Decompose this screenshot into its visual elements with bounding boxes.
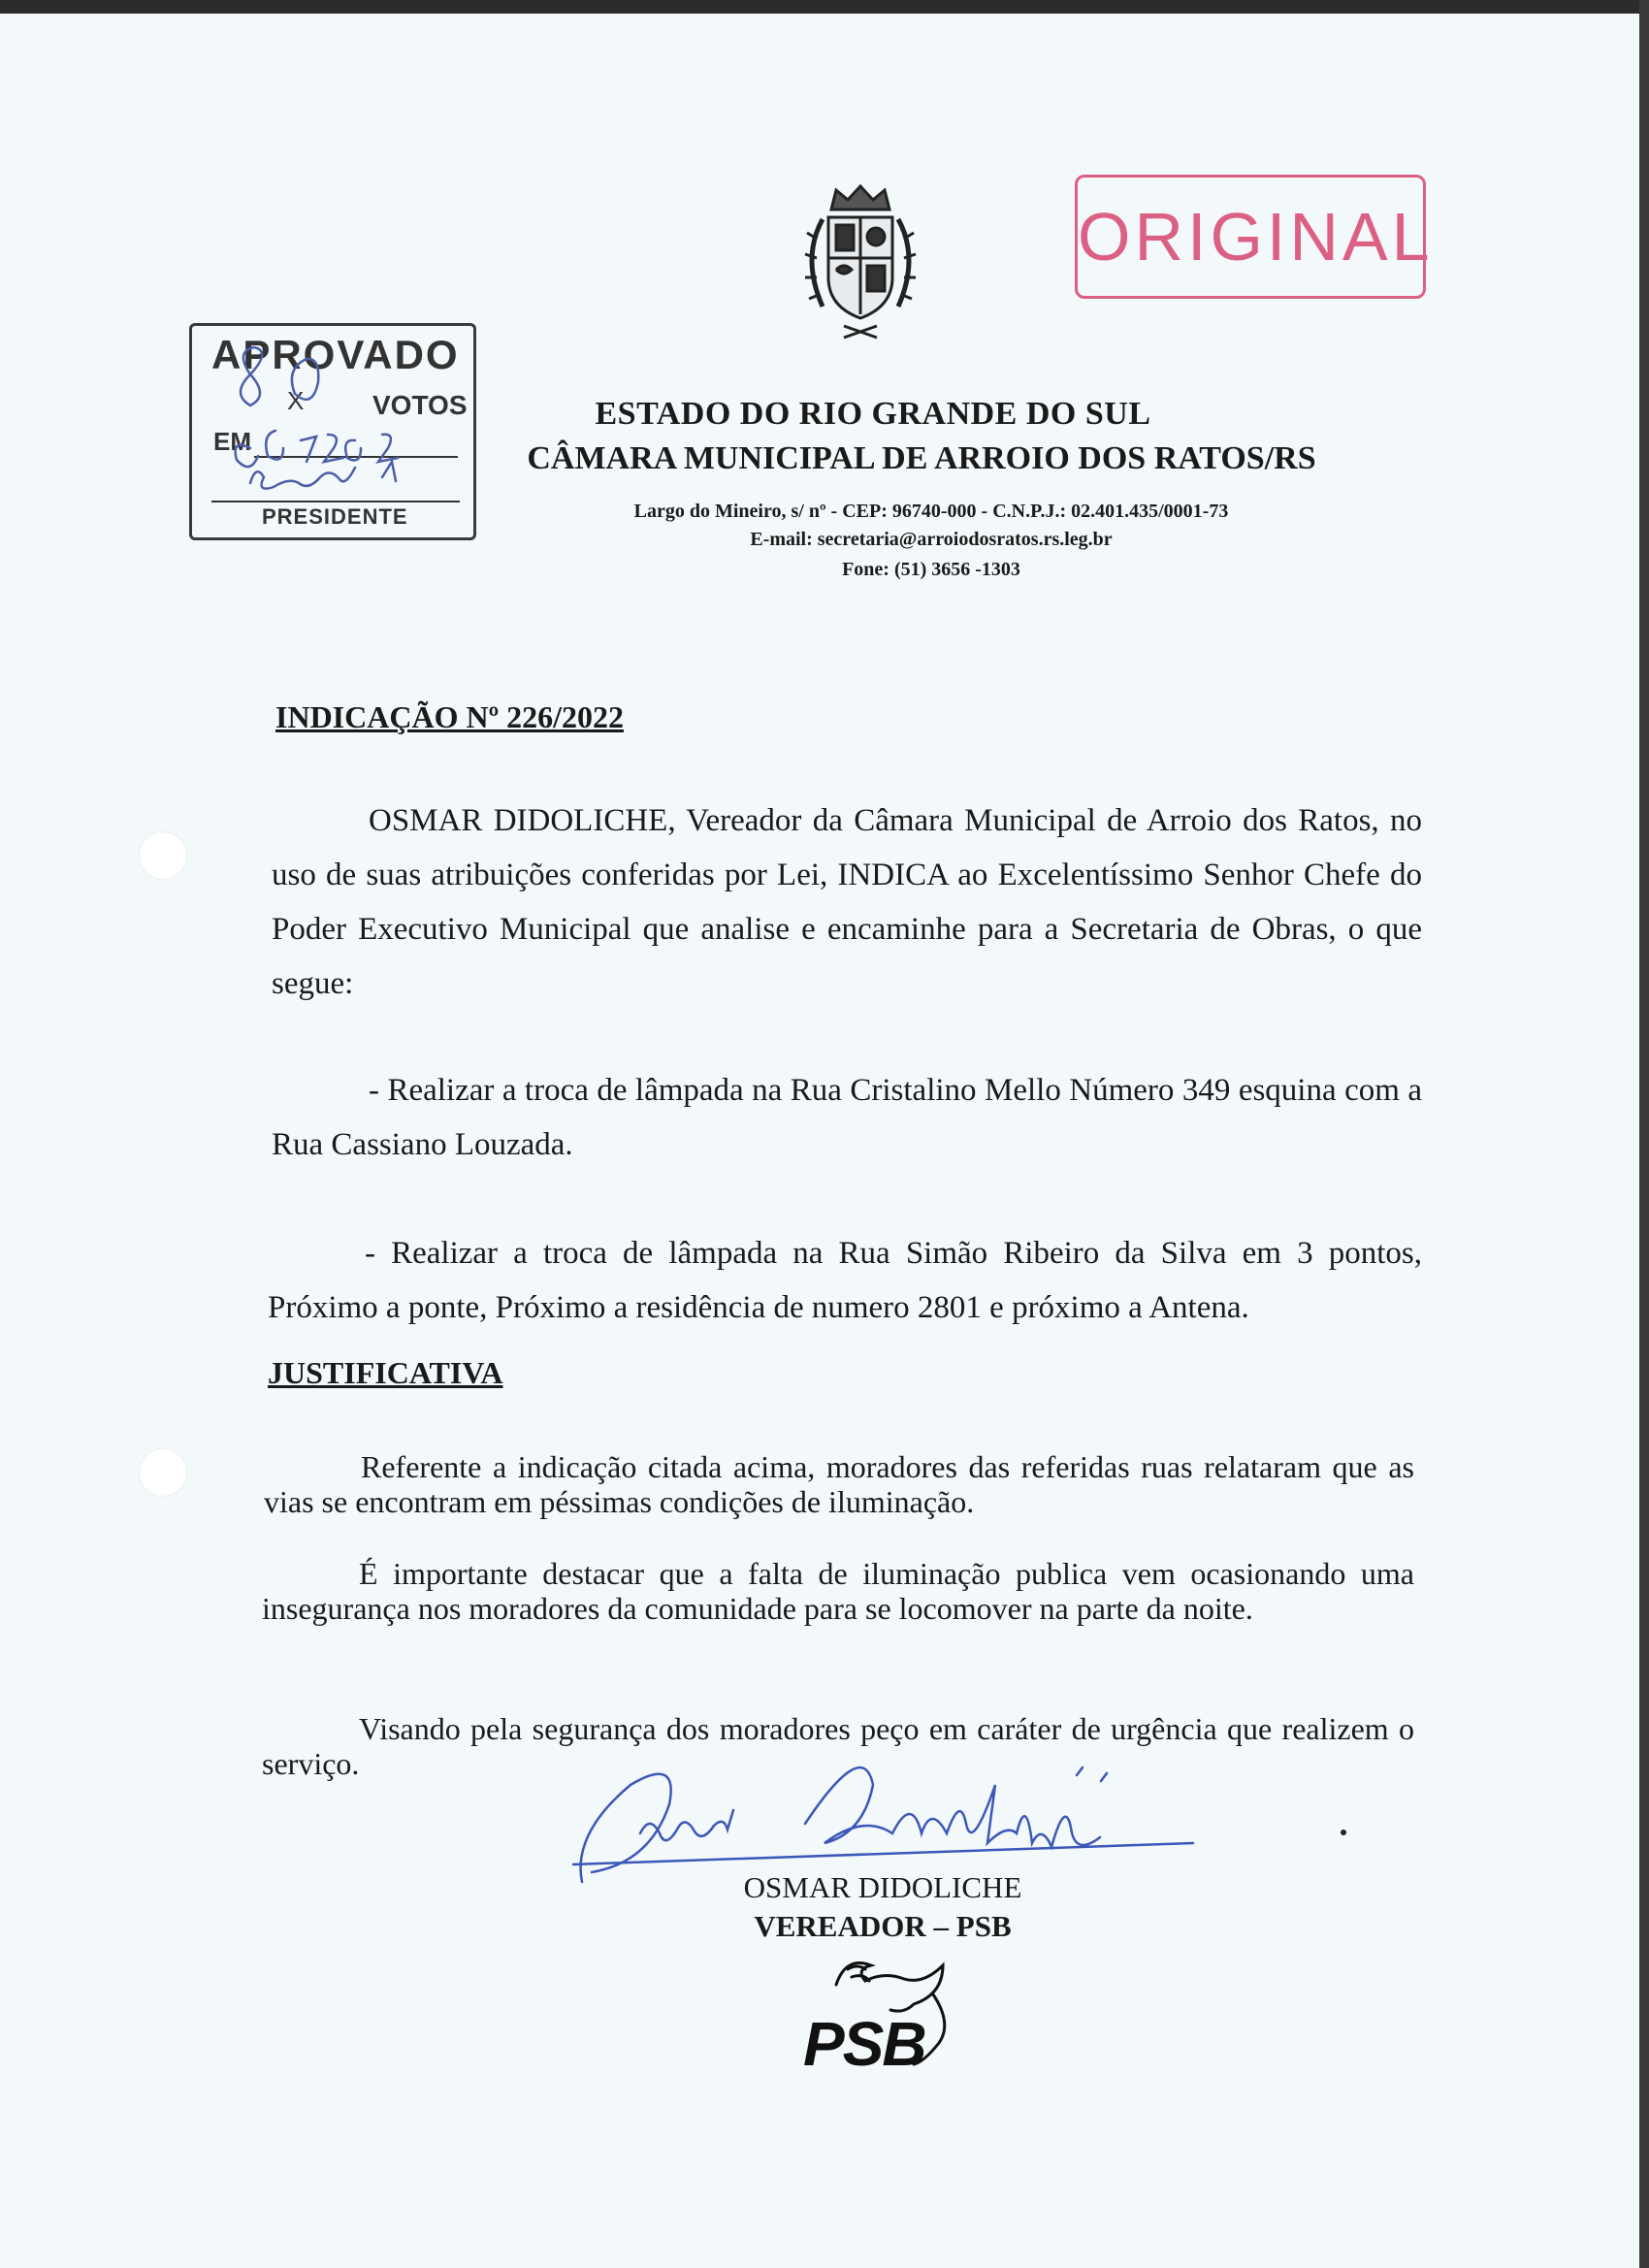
- ink-dot: [1341, 1830, 1346, 1835]
- psb-logo-text: PSB: [803, 2009, 925, 2079]
- request-item-2: - Realizar a troca de lâmpada na Rua Simão Ribeiro da Silva em 3 pontos, Próximo a ponte, Próximo a residência de numero 2801 e próximo a Antena.: [268, 1236, 1422, 1325]
- approval-stamp-x: X: [287, 386, 305, 415]
- municipal-coat-of-arms-icon: [788, 180, 933, 345]
- justification-paragraph-1: Referente a indicação citada acima, moradores das referidas ruas relataram que as vias se encontram em péssimas condições de iluminação.: [264, 1449, 1414, 1519]
- punch-hole: [139, 831, 187, 880]
- request-item-1: - Realizar a troca de lâmpada na Rua Cristalino Mello Número 349 esquina com a Rua Cassiano Louzada.: [272, 1073, 1422, 1162]
- approval-stamp-date-label: EM: [213, 427, 251, 456]
- header-phone: Fone: (51) 3656 -1303: [842, 559, 1020, 580]
- scan-edge-right: [1639, 0, 1649, 2268]
- header-chamber: CÂMARA MUNICIPAL DE ARROIO DOS RATOS/RS: [527, 440, 1316, 476]
- justification-paragraph-3: Visando pela segurança dos moradores peço em caráter de urgência que realizem o serviço.: [262, 1711, 1414, 1781]
- approval-stamp-title: APROVADO: [211, 332, 460, 377]
- approval-stamp-president-label: PRESIDENTE: [262, 504, 408, 529]
- approval-stamp-votes-label: VOTOS: [372, 390, 468, 420]
- punch-hole: [139, 1448, 187, 1497]
- signer-role: VEREADOR – PSB: [754, 1909, 1012, 1943]
- header-state: ESTADO DO RIO GRANDE DO SUL: [595, 396, 1151, 432]
- header-email: E-mail: secretaria@arroiodosratos.rs.leg.br: [750, 529, 1113, 550]
- document-title: INDICAÇÃO Nº 226/2022: [275, 699, 625, 734]
- justification-title: JUSTIFICATIVA: [268, 1355, 503, 1390]
- intro-paragraph: OSMAR DIDOLICHE, Vereador da Câmara Municipal de Arroio dos Ratos, no uso de suas atribuições conferidas por Lei, INDICA ao Excelentíssimo Senhor Chefe do Poder Executivo Municipal que analise e encaminhe para a Secretaria de Obras, o que segue:: [272, 803, 1422, 1001]
- justification-paragraph-2: É importante destacar que a falta de iluminação publica vem ocasionando uma insegurança nos moradores da comunidade para se locomover na parte da noite.: [262, 1556, 1414, 1626]
- header-address: Largo do Mineiro, s/ nº - CEP: 96740-000 - C.N.P.J.: 02.401.435/0001-73: [633, 501, 1229, 522]
- signer-name: OSMAR DIDOLICHE: [743, 1870, 1022, 1904]
- scan-edge-top: [0, 0, 1649, 14]
- original-stamp: ORIGINAL: [1075, 175, 1426, 299]
